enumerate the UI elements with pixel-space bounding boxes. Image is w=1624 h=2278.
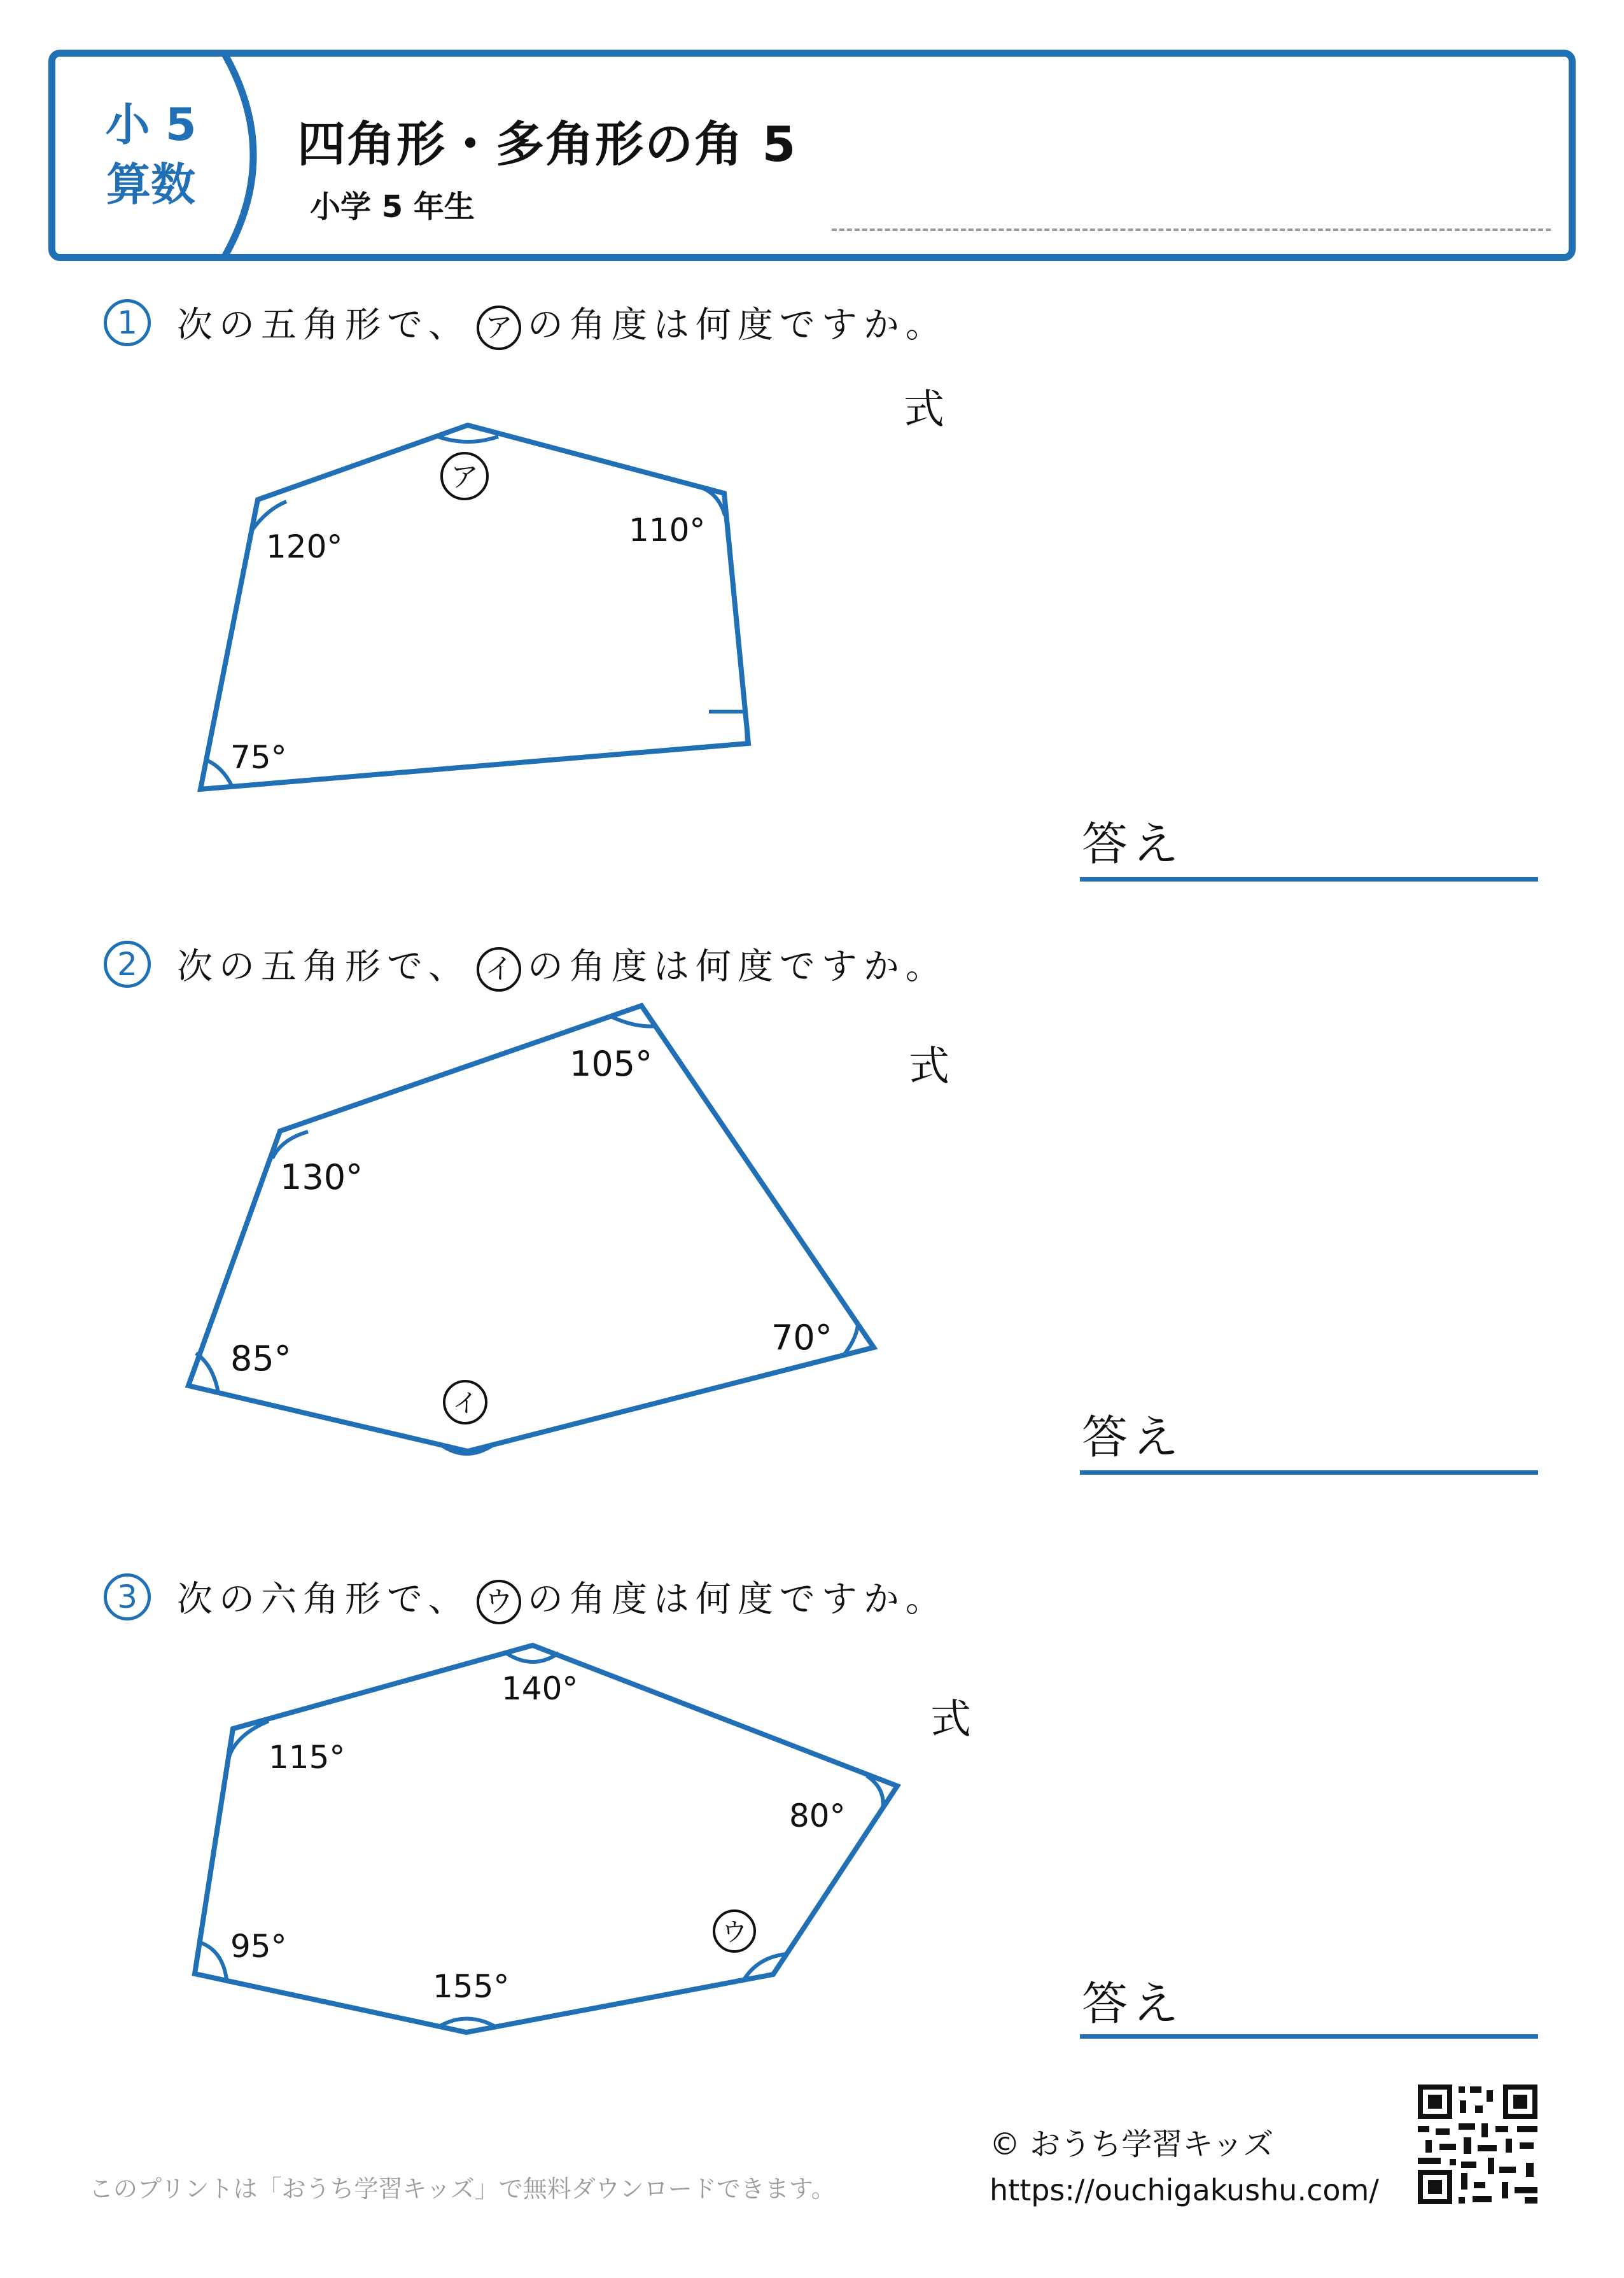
figure-3-mark-label: ウ [722, 1918, 747, 1947]
figure-3-angle-80: 80° [789, 1797, 846, 1834]
footer-note: このプリントは「おうち学習キッズ」で無料ダウンロードできます。 [89, 2175, 836, 2203]
question-3-text-before: 次の六角形で、 [177, 1578, 470, 1621]
site-url[interactable]: https://ouchigakushu.com/ [990, 2173, 1379, 2207]
figure-2-angle-85: 85° [230, 1339, 291, 1379]
question-3-number: 3 [104, 1573, 151, 1621]
figure-2-angle-70: 70° [771, 1318, 832, 1358]
question-2-mark: イ [477, 947, 521, 992]
figure-3-angle-155: 155° [433, 1968, 510, 2005]
question-2-text [177, 947, 948, 992]
figure-1-mark-label: ア [451, 461, 479, 493]
copyright: © おうち学習キッズ [990, 2127, 1274, 2162]
question-2-answer-line[interactable] [1080, 1470, 1538, 1475]
question-3-shiki-label: 式 [930, 1696, 971, 1743]
question-1-shiki-label: 式 [904, 386, 944, 433]
figure-2-angle-130: 130° [280, 1157, 363, 1197]
question-1-text-before: 次の五角形で、 [177, 304, 470, 346]
question-2-answer-label: 答え [1082, 1410, 1184, 1464]
figure-2-pentagon [188, 1006, 874, 1451]
question-2-text-after: の角度は何度ですか。 [527, 946, 948, 988]
question-2-text-before: 次の五角形で、 [177, 946, 470, 988]
question-1-answer-label: 答え [1082, 817, 1184, 871]
figure-2-mark-label: イ [452, 1389, 478, 1418]
figure-1-mark [442, 453, 487, 499]
question-1-text-after: の角度は何度ですか。 [527, 304, 948, 346]
question-3-answer-line[interactable] [1080, 2034, 1538, 2039]
question-2-shiki-label: 式 [909, 1043, 949, 1090]
figure-2-angle-arcs [196, 1017, 858, 1454]
question-3-mark: ウ [477, 1580, 521, 1624]
question-2-number: 2 [104, 941, 151, 988]
question-1-mark: ア [477, 306, 521, 350]
figure-1-angle-75: 75° [230, 739, 287, 776]
figure-2-angle-105: 105° [570, 1044, 653, 1084]
page-subtitle: 小学 5 年生 [310, 189, 475, 225]
question-3-text [177, 1580, 948, 1624]
figure-3-angle-115: 115° [269, 1739, 346, 1776]
figure-3-angle-95: 95° [230, 1928, 287, 1965]
question-1-number: 1 [104, 299, 151, 346]
question-3-answer-label: 答え [1082, 1977, 1184, 2030]
question-1-answer-line[interactable] [1080, 877, 1538, 882]
page-title: 四角形・多角形の角 5 [297, 116, 797, 172]
grade-label: 小 5 [105, 99, 197, 151]
question-3-text-after: の角度は何度ですか。 [527, 1578, 948, 1621]
subject-label: 算数 [106, 158, 195, 211]
figure-3-angle-140: 140° [501, 1670, 578, 1707]
figure-1-angle-120: 120° [266, 528, 343, 565]
qr-code-icon [1418, 2085, 1537, 2204]
figure-1-angle-110: 110° [629, 512, 706, 549]
figure-2-mark [444, 1381, 486, 1423]
figure-3-mark [714, 1911, 755, 1951]
